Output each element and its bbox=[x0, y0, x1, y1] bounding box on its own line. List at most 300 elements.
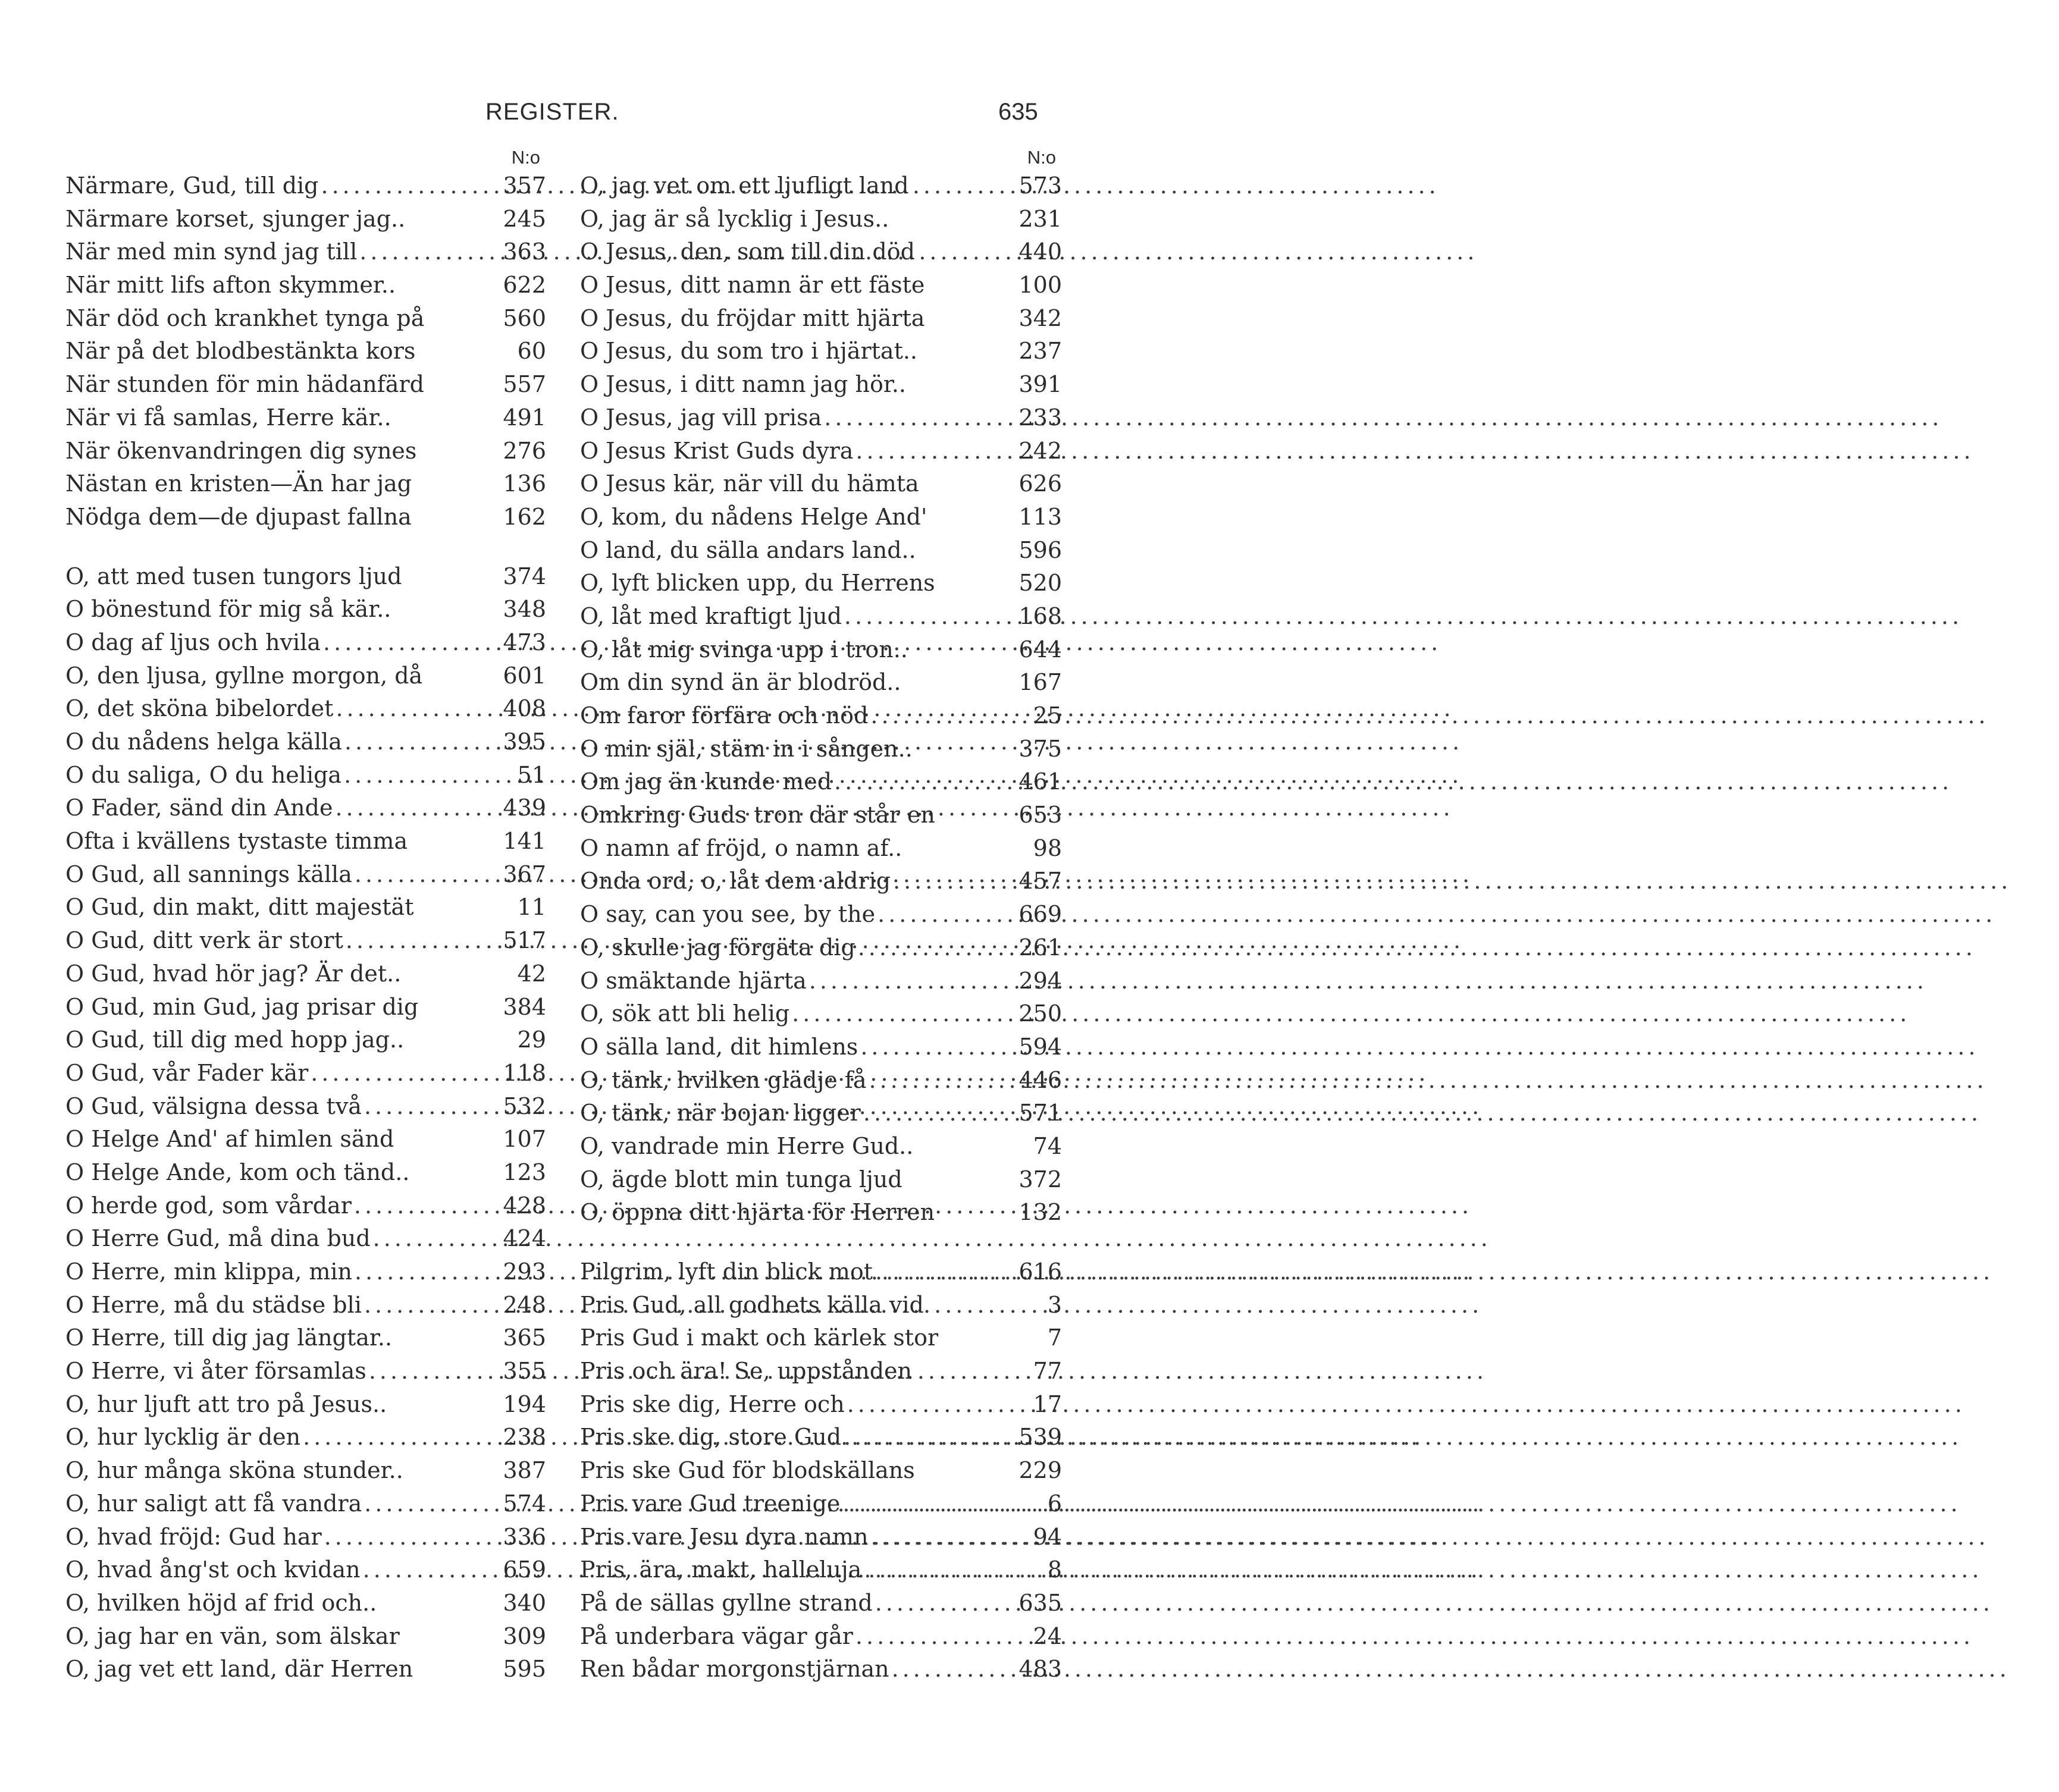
entry-number: 520 bbox=[1018, 570, 1062, 597]
entry-title: Pris vare Gud treenige bbox=[580, 1490, 841, 1517]
dot-leader bbox=[847, 1388, 1030, 1421]
entry-number: 573 bbox=[1018, 172, 1062, 199]
entry-title: O, öppna ditt hjärta för Herren bbox=[580, 1199, 935, 1226]
entry-number: 276 bbox=[503, 437, 546, 464]
entry-title: När vi få samlas, Herre kär.. bbox=[65, 404, 391, 431]
index-entry bbox=[65, 1222, 546, 1256]
dot-leader bbox=[834, 765, 1015, 799]
dot-leader bbox=[354, 1190, 500, 1223]
entry-number: 560 bbox=[503, 305, 546, 331]
entry-title: O Herre Gud, må dina bud bbox=[65, 1225, 371, 1252]
group-separator bbox=[65, 534, 546, 560]
left-column bbox=[65, 146, 546, 1686]
entry-number: 113 bbox=[1018, 503, 1062, 530]
entry-number: 439 bbox=[503, 795, 546, 821]
entry-title: När stunden för min hädanfärd bbox=[65, 371, 424, 398]
entry-number: 294 bbox=[1018, 967, 1062, 994]
entry-number: 365 bbox=[503, 1325, 546, 1351]
entry-title: O, låt med kraftigt ljud bbox=[580, 602, 842, 629]
entry-number: 384 bbox=[503, 993, 546, 1020]
entry-title: O bönestund för mig så kär.. bbox=[65, 596, 391, 623]
index-entry bbox=[580, 965, 1062, 998]
entry-number: 517 bbox=[503, 927, 546, 954]
entry-number: 461 bbox=[1018, 768, 1062, 795]
dot-leader bbox=[863, 1097, 1016, 1130]
entry-title: O, sök att bli helig bbox=[580, 1000, 790, 1027]
entry-title: O sälla land, dit himlens bbox=[580, 1033, 858, 1060]
entry-number: 168 bbox=[1018, 602, 1062, 629]
entry-title: O, att med tusen tungors ljud bbox=[65, 563, 402, 589]
entry-title: O Helge Ande, kom och tänd.. bbox=[65, 1159, 410, 1185]
entry-number: 594 bbox=[1018, 1033, 1062, 1060]
entry-number: 367 bbox=[503, 861, 546, 887]
index-entry bbox=[580, 368, 1062, 401]
index-entry bbox=[580, 401, 1062, 435]
entry-number: 132 bbox=[1018, 1199, 1062, 1226]
entry-number: 233 bbox=[1018, 404, 1062, 431]
entry-title: O Gud, all sannings källa bbox=[65, 861, 352, 887]
entry-title: O, jag är så lycklig i Jesus.. bbox=[580, 205, 889, 232]
entry-number: 98 bbox=[1033, 834, 1062, 861]
entry-number: 6 bbox=[1047, 1490, 1062, 1517]
index-entry bbox=[580, 269, 1062, 302]
index-entry bbox=[580, 1521, 1062, 1554]
entry-number: 136 bbox=[503, 470, 546, 497]
index-entry bbox=[580, 567, 1062, 600]
entry-title: O, jag har en vän, som älskar bbox=[65, 1622, 400, 1649]
index-entry bbox=[65, 1421, 546, 1454]
index-entry bbox=[580, 1196, 1062, 1229]
index-entry bbox=[65, 991, 546, 1024]
entry-number: 141 bbox=[503, 828, 546, 855]
index-entry bbox=[65, 501, 546, 534]
index-entry bbox=[580, 1130, 1062, 1163]
entry-number: 491 bbox=[503, 404, 546, 431]
entry-title: O Jesus Krist Guds dyra bbox=[580, 437, 854, 464]
entry-number: 25 bbox=[1033, 702, 1062, 729]
index-entry bbox=[65, 1322, 546, 1355]
index-entry bbox=[65, 825, 546, 858]
entry-title: O Jesus, du som tro i hjärtat.. bbox=[580, 338, 918, 365]
entry-title: Pris, ära, makt, halleluja bbox=[580, 1556, 862, 1583]
entry-title: Pris Gud, all godhets källa vid bbox=[580, 1291, 924, 1318]
index-entry bbox=[65, 467, 546, 501]
entry-number: 357 bbox=[503, 172, 546, 199]
dot-leader bbox=[792, 997, 1015, 1031]
index-entry bbox=[65, 1487, 546, 1521]
dot-leader bbox=[892, 1653, 1016, 1686]
dot-leader bbox=[364, 1090, 500, 1123]
index-entry bbox=[580, 1355, 1062, 1388]
index-entry bbox=[580, 832, 1062, 865]
entry-group bbox=[65, 560, 546, 1686]
entry-title: När ökenvandringen dig synes bbox=[65, 437, 417, 464]
index-entry bbox=[65, 236, 546, 269]
entry-title: O, skulle jag förgäta dig bbox=[580, 934, 855, 961]
entry-title: O Herre, vi åter församlas bbox=[65, 1358, 366, 1385]
dot-leader bbox=[324, 1521, 500, 1554]
number-column-heading: N:o bbox=[1027, 147, 1056, 168]
index-entry bbox=[65, 958, 546, 991]
entry-title: O, kom, du nådens Helge And' bbox=[580, 503, 927, 530]
entry-number: 375 bbox=[1018, 735, 1062, 762]
entry-title: O, vandrade min Herre Gud.. bbox=[580, 1132, 914, 1159]
entry-number: 659 bbox=[503, 1556, 546, 1583]
index-entry bbox=[65, 269, 546, 302]
entry-title: O Gud, din makt, ditt majestät bbox=[65, 894, 414, 921]
index-entry bbox=[580, 765, 1062, 799]
entry-title: O Gud, till dig med hopp jag.. bbox=[65, 1027, 405, 1053]
entry-number: 238 bbox=[503, 1424, 546, 1451]
entry-title: O Herre, min klippa, min bbox=[65, 1259, 353, 1285]
entry-title: Om faror förfära och nöd bbox=[580, 702, 869, 729]
entry-title: O Jesus, i ditt namn jag hör.. bbox=[580, 371, 906, 398]
dot-leader bbox=[344, 759, 514, 792]
entry-title: O dag af ljus och hvila bbox=[65, 629, 321, 655]
dot-leader bbox=[344, 726, 500, 759]
index-entry bbox=[65, 1388, 546, 1421]
entry-title: O Jesus kär, när vill du hämta bbox=[580, 470, 919, 497]
entry-title: O Gud, hvad hör jag? Är det.. bbox=[65, 960, 402, 987]
index-entry bbox=[65, 560, 546, 594]
entry-number: 94 bbox=[1033, 1523, 1062, 1550]
entry-number: 250 bbox=[1018, 1000, 1062, 1027]
entry-title: Pris ske dig, store Gud bbox=[580, 1424, 842, 1451]
entry-number: 557 bbox=[503, 371, 546, 398]
dot-leader bbox=[893, 865, 1015, 898]
dot-leader bbox=[860, 1031, 1015, 1064]
entry-title: O, hur ljuft att tro på Jesus.. bbox=[65, 1391, 387, 1417]
entry-title: O, jag vet ett land, där Herren bbox=[65, 1656, 413, 1683]
entry-title: O du saliga, O du heliga bbox=[65, 761, 342, 788]
index-entry bbox=[65, 593, 546, 626]
entry-number: 74 bbox=[1033, 1132, 1062, 1159]
index-entry bbox=[580, 1163, 1062, 1197]
dot-leader bbox=[842, 1487, 1030, 1521]
entry-group bbox=[65, 170, 546, 534]
index-entry bbox=[580, 1256, 1062, 1289]
entry-number: 8 bbox=[1047, 1556, 1062, 1583]
entry-title: Pris ske dig, Herre och bbox=[580, 1391, 845, 1417]
entry-number: 601 bbox=[503, 662, 546, 689]
index-entry bbox=[580, 1322, 1062, 1355]
index-entry bbox=[580, 302, 1062, 335]
dot-leader bbox=[869, 1064, 1016, 1097]
entry-title: När på det blodbestänkta kors bbox=[65, 338, 416, 365]
index-entry bbox=[580, 997, 1062, 1031]
index-entry bbox=[65, 626, 546, 660]
index-entry bbox=[65, 692, 546, 726]
entry-number: 309 bbox=[503, 1622, 546, 1649]
entry-number: 626 bbox=[1018, 470, 1062, 497]
index-entry bbox=[580, 1031, 1062, 1064]
entry-number: 387 bbox=[503, 1457, 546, 1484]
entry-number: 571 bbox=[1018, 1100, 1062, 1126]
entry-number: 11 bbox=[517, 894, 546, 921]
index-entry bbox=[65, 726, 546, 759]
entry-number: 261 bbox=[1018, 934, 1062, 961]
index-entry bbox=[65, 891, 546, 924]
page-number: 635 bbox=[998, 99, 1038, 125]
entry-number: 622 bbox=[503, 272, 546, 299]
dot-leader bbox=[870, 699, 1029, 733]
dot-leader bbox=[346, 924, 500, 958]
dot-leader bbox=[335, 792, 499, 825]
index-entry bbox=[580, 1554, 1062, 1587]
entry-number: 60 bbox=[517, 338, 546, 365]
index-entry bbox=[65, 1620, 546, 1653]
entry-number: 539 bbox=[1018, 1424, 1062, 1451]
entry-title: Onda ord, o, låt dem aldrig bbox=[580, 868, 891, 895]
index-entry bbox=[65, 1156, 546, 1190]
index-entry bbox=[65, 203, 546, 236]
entry-title: O, hvad fröjd: Gud har bbox=[65, 1523, 322, 1550]
entry-number: 100 bbox=[1018, 272, 1062, 299]
entry-title: O, hur lycklig är den bbox=[65, 1424, 301, 1451]
entry-title: När mitt lifs afton skymmer.. bbox=[65, 272, 396, 299]
dot-leader bbox=[355, 1256, 499, 1289]
dot-leader bbox=[355, 858, 500, 892]
index-entry bbox=[65, 335, 546, 368]
entry-number: 24 bbox=[1033, 1622, 1062, 1649]
entry-title: O Jesus, du fröjdar mitt hjärta bbox=[580, 305, 925, 331]
entry-title: Ren bådar morgonstjärnan bbox=[580, 1656, 889, 1683]
entry-number: 372 bbox=[1018, 1166, 1062, 1192]
entry-number: 363 bbox=[503, 238, 546, 265]
index-entry bbox=[65, 1289, 546, 1322]
index-entry bbox=[580, 931, 1062, 965]
entry-title: O namn af fröjd, o namn af.. bbox=[580, 834, 902, 861]
entry-title: Nästan en kristen—Än har jag bbox=[65, 470, 412, 497]
dot-leader bbox=[321, 170, 500, 203]
entry-number: 123 bbox=[503, 1159, 546, 1185]
entry-number: 424 bbox=[503, 1225, 546, 1252]
entry-title: O, hvad ång'st och kvidan bbox=[65, 1556, 361, 1583]
index-entry bbox=[580, 633, 1062, 667]
index-entry bbox=[580, 666, 1062, 699]
index-entry bbox=[65, 759, 546, 792]
entry-number: 483 bbox=[1018, 1656, 1062, 1683]
entry-title: O herde god, som vårdar bbox=[65, 1192, 352, 1219]
entry-title: O smäktande hjärta bbox=[580, 967, 807, 994]
entry-number: 231 bbox=[1018, 205, 1062, 232]
entry-number: 653 bbox=[1018, 802, 1062, 828]
entry-title: O Gud, min Gud, jag prisar dig bbox=[65, 993, 419, 1020]
index-entry bbox=[580, 170, 1062, 203]
entry-number: 355 bbox=[503, 1358, 546, 1385]
entry-title: O, hur saligt att få vandra bbox=[65, 1490, 362, 1517]
index-entry bbox=[580, 1421, 1062, 1454]
index-entry bbox=[580, 898, 1062, 931]
entry-number: 446 bbox=[1018, 1066, 1062, 1093]
index-entry bbox=[580, 467, 1062, 501]
index-entry bbox=[580, 799, 1062, 832]
entry-number: 574 bbox=[503, 1490, 546, 1517]
dot-leader bbox=[363, 1554, 500, 1587]
index-entry bbox=[65, 1057, 546, 1090]
index-entry bbox=[65, 792, 546, 825]
entry-title: Pris ske Gud för blodskällans bbox=[580, 1457, 915, 1484]
entry-title: O land, du sälla andars land.. bbox=[580, 536, 916, 563]
number-column-heading: N:o bbox=[511, 147, 540, 168]
entry-number: 162 bbox=[503, 503, 546, 530]
dot-leader bbox=[809, 965, 1016, 998]
entry-title: O Helge And' af himlen sänd bbox=[65, 1126, 394, 1153]
entry-title: O, låt mig svinga upp i tron.. bbox=[580, 636, 908, 663]
entry-title: På underbara vägar går bbox=[580, 1622, 853, 1649]
entry-number: 616 bbox=[1018, 1259, 1062, 1285]
right-column bbox=[580, 146, 1062, 1686]
entry-title: O Herre, till dig jag längtar.. bbox=[65, 1325, 393, 1351]
index-entry bbox=[65, 1024, 546, 1057]
entry-title: O Jesus, den, som till din död bbox=[580, 238, 915, 265]
index-entry bbox=[65, 1587, 546, 1620]
entry-number: 635 bbox=[1018, 1589, 1062, 1616]
entry-number: 669 bbox=[1018, 901, 1062, 928]
entry-number: 532 bbox=[503, 1093, 546, 1119]
entry-title: O Gud, vår Fader kär bbox=[65, 1059, 309, 1086]
index-entry bbox=[65, 660, 546, 693]
entry-title: O, tänk, när bojan ligger bbox=[580, 1100, 861, 1126]
index-entry bbox=[580, 600, 1062, 633]
index-entry bbox=[65, 1554, 546, 1587]
entry-title: O Fader, sänd din Ande bbox=[65, 795, 333, 821]
entry-number: 336 bbox=[503, 1523, 546, 1550]
dot-leader bbox=[877, 898, 1015, 931]
entry-title: Pris vare Jesu dyra namn bbox=[580, 1523, 869, 1550]
entry-title: O, lyft blicken upp, du Herrens bbox=[580, 570, 935, 597]
entry-number: 644 bbox=[1018, 636, 1062, 663]
entry-title: O Jesus, ditt namn är ett fäste bbox=[580, 272, 925, 299]
dot-leader bbox=[364, 1487, 499, 1521]
entry-title: O du nådens helga källa bbox=[65, 729, 342, 755]
entry-title: O, den ljusa, gyllne morgon, då bbox=[65, 662, 423, 689]
dot-leader bbox=[323, 626, 499, 660]
entry-number: 248 bbox=[503, 1291, 546, 1318]
index-entry bbox=[65, 1090, 546, 1123]
entry-title: När död och krankhet tynga på bbox=[65, 305, 425, 331]
entry-number: 473 bbox=[503, 629, 546, 655]
entry-title: O, hur många sköna stunder.. bbox=[65, 1457, 403, 1484]
index-entry bbox=[580, 1454, 1062, 1487]
group-separator bbox=[580, 1229, 1062, 1256]
dot-leader bbox=[870, 1521, 1029, 1554]
index-entry bbox=[65, 368, 546, 401]
index-entry bbox=[580, 699, 1062, 733]
entry-title: O, det sköna bibelordet bbox=[65, 695, 334, 722]
index-entry bbox=[65, 1653, 546, 1686]
entry-title: Närmare, Gud, till dig bbox=[65, 172, 319, 199]
entry-number: 293 bbox=[503, 1259, 546, 1285]
entry-title: O min själ, stäm in i sången.. bbox=[580, 735, 913, 762]
entry-number: 229 bbox=[1018, 1457, 1062, 1484]
index-entry bbox=[65, 1190, 546, 1223]
index-entry bbox=[580, 236, 1062, 269]
entry-number: 440 bbox=[1018, 238, 1062, 265]
entry-number: 194 bbox=[503, 1391, 546, 1417]
page-header bbox=[0, 99, 1118, 134]
index-entry bbox=[65, 170, 546, 203]
dot-leader bbox=[311, 1057, 499, 1090]
index-entry bbox=[580, 1620, 1062, 1653]
entry-number: 340 bbox=[503, 1589, 546, 1616]
page-title: REGISTER. bbox=[485, 99, 619, 125]
entry-title: Om din synd än är blodröd.. bbox=[580, 669, 901, 696]
entry-title: Ofta i kvällens tystaste timma bbox=[65, 828, 408, 855]
entry-number: 17 bbox=[1033, 1391, 1062, 1417]
dot-leader bbox=[364, 1289, 500, 1322]
index-entry bbox=[65, 401, 546, 435]
entry-number: 457 bbox=[1018, 868, 1062, 895]
entry-number: 408 bbox=[503, 695, 546, 722]
dot-leader bbox=[875, 1256, 1015, 1289]
index-entry bbox=[580, 1587, 1062, 1620]
entry-number: 391 bbox=[1018, 371, 1062, 398]
entry-title: O, jag vet om ett ljufligt land bbox=[580, 172, 909, 199]
index-entry bbox=[580, 501, 1062, 534]
entry-number: 374 bbox=[503, 563, 546, 589]
index-entry bbox=[580, 203, 1062, 236]
index-entry bbox=[65, 1521, 546, 1554]
entry-title: På de sällas gyllne strand bbox=[580, 1589, 873, 1616]
entry-number: 107 bbox=[503, 1126, 546, 1153]
entry-title: O Gud, välsigna dessa två bbox=[65, 1093, 362, 1119]
index-entry bbox=[580, 1388, 1062, 1421]
index-entry bbox=[65, 1123, 546, 1156]
entry-number: 428 bbox=[503, 1192, 546, 1219]
entry-title: Pris Gud i makt och kärlek stor bbox=[580, 1325, 939, 1351]
dot-leader bbox=[855, 1620, 1030, 1653]
entry-number: 342 bbox=[1018, 305, 1062, 331]
entry-number: 7 bbox=[1047, 1325, 1062, 1351]
entry-title: Omkring Guds tron där står en bbox=[580, 802, 935, 828]
entry-number: 77 bbox=[1033, 1358, 1062, 1385]
index-entry bbox=[580, 1097, 1062, 1130]
entry-number: 167 bbox=[1018, 669, 1062, 696]
entry-group bbox=[580, 1256, 1062, 1686]
dot-leader bbox=[373, 1222, 500, 1256]
index-entry bbox=[580, 435, 1062, 468]
entry-number: 242 bbox=[1018, 437, 1062, 464]
index-entry bbox=[65, 858, 546, 892]
entry-number: 42 bbox=[517, 960, 546, 987]
entry-title: O say, can you see, by the bbox=[580, 901, 876, 928]
index-entry bbox=[580, 1487, 1062, 1521]
entry-number: 51 bbox=[517, 761, 546, 788]
entry-title: O Jesus, jag vill prisa bbox=[580, 404, 822, 431]
index-entry bbox=[580, 1064, 1062, 1097]
entry-title: Pilgrim, lyft din blick mot bbox=[580, 1259, 873, 1285]
index-entry bbox=[580, 1653, 1062, 1686]
entry-number: 118 bbox=[503, 1059, 546, 1086]
dot-leader bbox=[303, 1421, 499, 1454]
entry-title: O Herre, må du städse bli bbox=[65, 1291, 362, 1318]
entry-group bbox=[580, 170, 1062, 1229]
index-entry bbox=[65, 302, 546, 335]
dot-leader bbox=[336, 692, 499, 726]
entry-title: Pris och ära! Se, uppstånden bbox=[580, 1358, 912, 1385]
index-entry bbox=[580, 534, 1062, 567]
dot-leader bbox=[369, 1355, 500, 1388]
index-entry bbox=[65, 924, 546, 958]
entry-title: Nödga dem—de djupast fallna bbox=[65, 503, 412, 530]
entry-title: Om jag än kunde med bbox=[580, 768, 832, 795]
entry-title: När med min synd jag till bbox=[65, 238, 358, 265]
entry-number: 596 bbox=[1018, 536, 1062, 563]
entry-number: 348 bbox=[503, 596, 546, 623]
entry-number: 595 bbox=[503, 1656, 546, 1683]
entry-title: O, hvilken höjd af frid och.. bbox=[65, 1589, 377, 1616]
